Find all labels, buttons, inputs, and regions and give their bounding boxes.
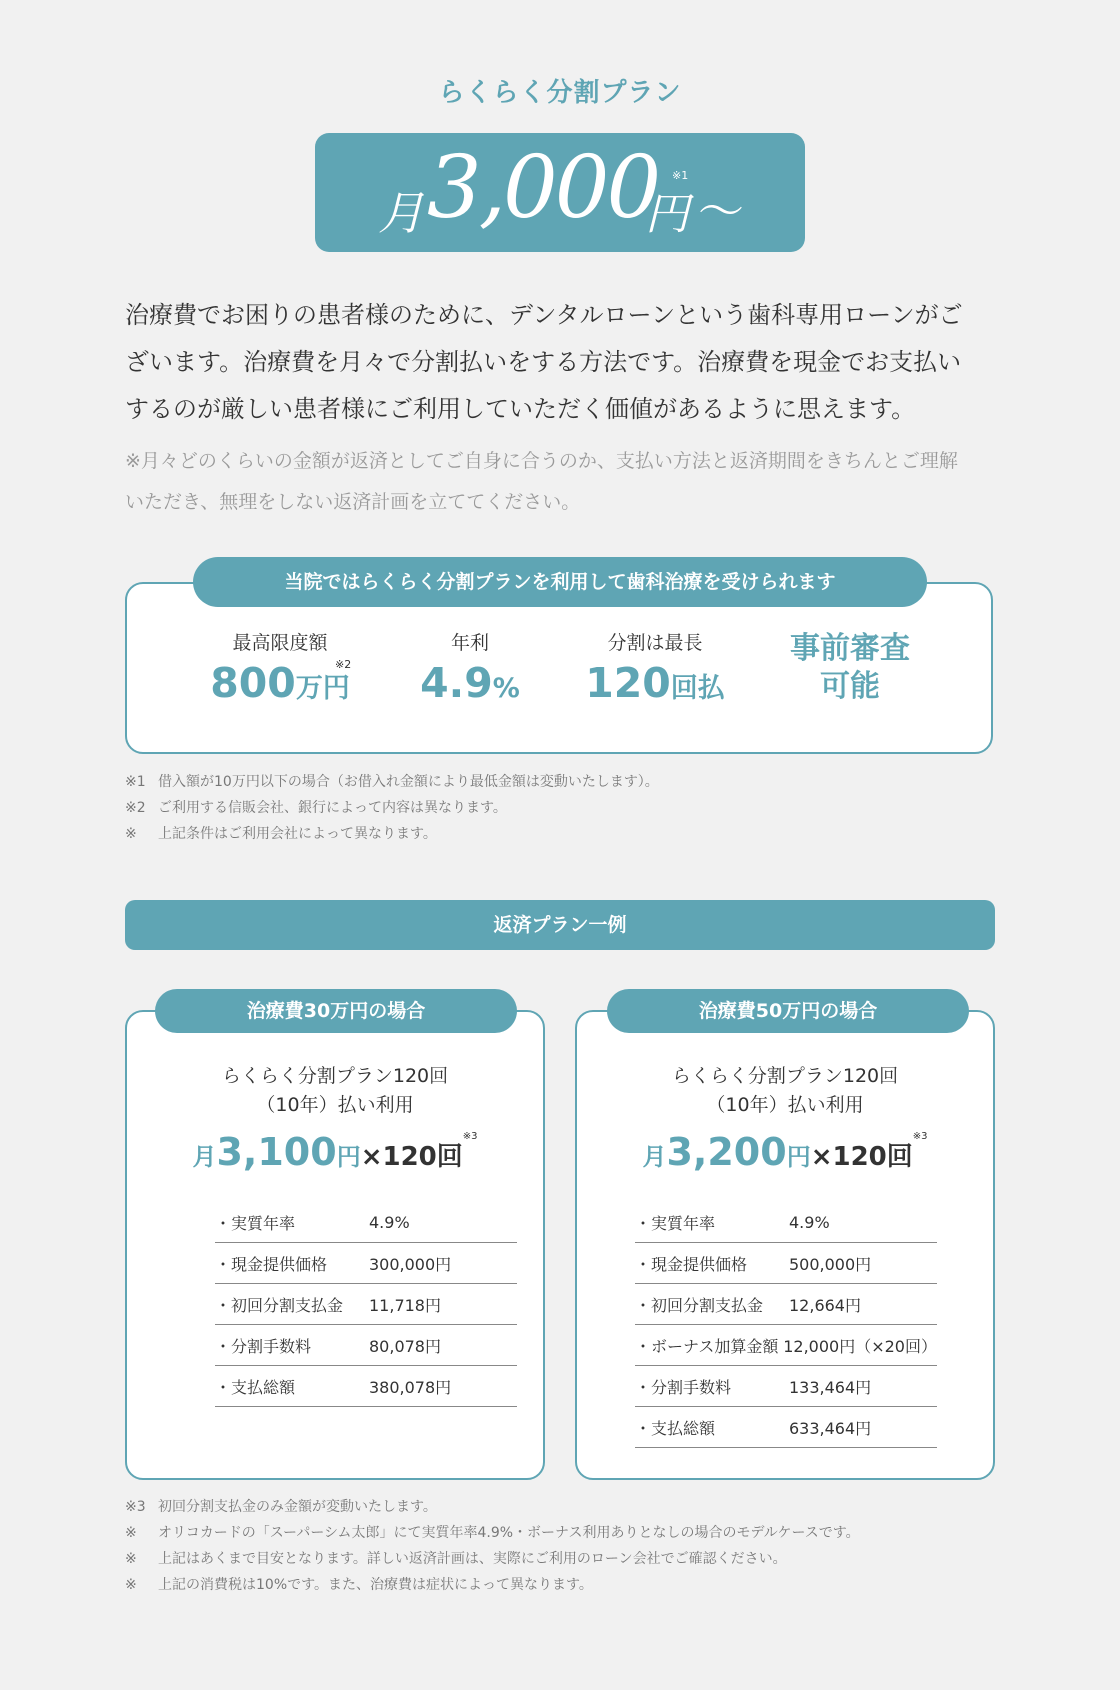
row-value: 12,664円 xyxy=(789,1295,861,1315)
row-key: ・初回分割支払金 xyxy=(215,1295,344,1315)
table-row xyxy=(215,1366,517,1407)
row-value: 133,464円 xyxy=(789,1377,872,1397)
intro-line: ざいます。治療費を月々で分割払いをする方法です。治療費を現金でお支払い xyxy=(125,348,962,376)
footnote-row xyxy=(125,795,659,821)
repayment-plan-heading: 返済プラン一例 xyxy=(125,900,995,950)
row-value: 633,464円 xyxy=(789,1418,872,1438)
stat-value xyxy=(400,659,540,707)
card-detail-table xyxy=(635,1202,937,1448)
footnote-row xyxy=(125,1572,860,1598)
table-row xyxy=(635,1407,937,1448)
intro-line: 治療費でお困りの患者様のために、デンタルローンという歯科専用ローンがご xyxy=(125,301,963,329)
price-month-label: 月 xyxy=(378,186,424,240)
card-detail-table xyxy=(215,1202,517,1407)
price-footnote-mark: ※1 xyxy=(672,169,689,182)
stat-unit: 回払 xyxy=(670,673,725,704)
monthly-price-banner xyxy=(315,133,805,252)
intro-note-line: ※月々どのくらいの金額が返済としてご自身に合うのか、支払い方法と返済期間をきちんとご理解 xyxy=(125,450,958,472)
stat-number: 800 xyxy=(210,659,296,707)
card-footnote-mark: ※3 xyxy=(912,1131,928,1142)
summary-tag: 当院ではらくらく分割プランを利用して歯科治療を受けられます xyxy=(193,557,927,607)
card-price-amount: 3,100 xyxy=(216,1130,337,1174)
card-subtitle xyxy=(127,1062,543,1120)
row-value: 380,078円 xyxy=(369,1377,452,1397)
plan-card-300k xyxy=(125,1010,545,1480)
card-price-yen: 円 xyxy=(336,1143,361,1171)
row-value: 80,078円 xyxy=(369,1336,441,1356)
card-subtitle-line: らくらく分割プラン120回 xyxy=(671,1065,899,1087)
price-amount: 3,000 xyxy=(427,138,659,238)
intro-text xyxy=(125,292,1005,433)
row-value: 500,000円 xyxy=(789,1254,872,1274)
row-key: ・現金提供価格 xyxy=(635,1254,748,1274)
stat-annual-rate xyxy=(400,628,540,707)
stat-footnote-mark: ※2 xyxy=(335,658,352,671)
card-price-amount: 3,200 xyxy=(666,1130,787,1174)
row-value: 12,000円（×20回） xyxy=(783,1336,937,1356)
plan-card-tag-300k: 治療費30万円の場合 xyxy=(155,989,517,1033)
stat-label: 最高限度額 xyxy=(232,632,328,654)
stat-label: 年利 xyxy=(450,632,489,654)
card-subtitle xyxy=(577,1062,993,1120)
footnote-text: ご利用する信販会社、銀行によって内容は異なります。 xyxy=(158,800,507,816)
footnotes-top xyxy=(125,769,659,847)
footnote-mark: ※2 xyxy=(125,800,146,816)
table-row xyxy=(215,1202,517,1243)
stat-number: 4.9 xyxy=(420,659,493,707)
intro-line: するのが厳しい患者様にご利用していただく価値があるように思えます。 xyxy=(125,395,916,423)
row-key: ・実質年率 xyxy=(635,1213,716,1233)
table-row xyxy=(635,1284,937,1325)
stat-value xyxy=(565,659,745,707)
row-key: ・初回分割支払金 xyxy=(635,1295,764,1315)
footnote-mark: ※ xyxy=(125,1525,137,1541)
plan-card-tag-500k: 治療費50万円の場合 xyxy=(607,989,969,1033)
row-key: ・ボーナス加算金額 xyxy=(635,1336,779,1356)
table-row xyxy=(635,1202,937,1243)
intro-note-line: いただき、無理をしない返済計画を立ててください。 xyxy=(125,491,581,513)
card-monthly-price xyxy=(127,1130,543,1174)
table-row xyxy=(215,1325,517,1366)
row-value: 4.9% xyxy=(369,1212,410,1232)
table-row xyxy=(215,1243,517,1284)
pre-screening-line: 事前審査 xyxy=(790,631,910,666)
footnote-row xyxy=(125,1494,860,1520)
price-yen: 円 xyxy=(645,189,689,240)
table-row xyxy=(635,1325,937,1366)
stat-unit: 万円 xyxy=(295,673,350,704)
price-tilde: 〜 xyxy=(698,184,744,238)
footnote-text: 上記条件はご利用会社によって異なります。 xyxy=(158,826,437,842)
footnote-text: 上記はあくまで目安となります。詳しい返済計画は、実際にご利用のローン会社でご確認ください。 xyxy=(158,1551,787,1567)
table-row xyxy=(635,1243,937,1284)
card-subtitle-line: （10年）払い利用 xyxy=(256,1094,414,1116)
table-row xyxy=(215,1284,517,1325)
card-price-yen: 円 xyxy=(786,1143,811,1171)
row-key: ・支払総額 xyxy=(215,1377,296,1397)
plan-card-500k xyxy=(575,1010,995,1480)
footnote-mark: ※ xyxy=(125,826,137,842)
footnote-mark: ※1 xyxy=(125,774,146,790)
row-key: ・実質年率 xyxy=(215,1213,296,1233)
card-price-month: 月 xyxy=(642,1143,667,1171)
footnote-row xyxy=(125,1520,860,1546)
stat-label: 分割は最長 xyxy=(607,632,703,654)
plan-title: らくらく分割プラン xyxy=(438,78,682,108)
stat-number: 120 xyxy=(585,659,671,707)
footnote-text: 初回分割支払金のみ金額が変動いたします。 xyxy=(158,1499,437,1515)
row-key: ・分割手数料 xyxy=(215,1336,312,1356)
intro-note xyxy=(125,441,1005,523)
card-subtitle-line: （10年）払い利用 xyxy=(706,1094,864,1116)
card-subtitle-line: らくらく分割プラン120回 xyxy=(221,1065,449,1087)
footnote-text: 上記の消費税は10%です。また、治療費は症状によって異なります。 xyxy=(158,1577,593,1593)
footnote-row xyxy=(125,1546,860,1572)
pre-screening-line: 可能 xyxy=(820,669,880,704)
card-footnote-mark: ※3 xyxy=(462,1131,478,1142)
stat-max-installments xyxy=(565,628,745,707)
stat-max-limit xyxy=(195,628,365,707)
footnote-row xyxy=(125,821,659,847)
row-key: ・支払総額 xyxy=(635,1418,716,1438)
footnote-mark: ※ xyxy=(125,1577,137,1593)
footnotes-bottom xyxy=(125,1494,860,1598)
table-row xyxy=(635,1366,937,1407)
row-key: ・現金提供価格 xyxy=(215,1254,328,1274)
row-value: 300,000円 xyxy=(369,1254,452,1274)
stat-unit: % xyxy=(492,673,520,704)
card-price-month: 月 xyxy=(192,1143,217,1171)
card-price-times: ×120回 xyxy=(360,1142,463,1172)
footnote-mark: ※ xyxy=(125,1551,137,1567)
footnote-text: オリコカードの「スーパーシム太郎」にて実質年率4.9%・ボーナス利用ありとなしの場合のモデルケースです。 xyxy=(158,1525,860,1541)
pre-screening-available xyxy=(775,630,925,706)
footnote-mark: ※3 xyxy=(125,1499,146,1515)
card-monthly-price xyxy=(577,1130,993,1174)
row-value: 4.9% xyxy=(789,1212,830,1232)
footnote-row xyxy=(125,769,659,795)
footnote-text: 借入額が10万円以下の場合（お借入れ金額により最低金額は変動いたします）。 xyxy=(158,774,659,790)
card-price-times: ×120回 xyxy=(810,1142,913,1172)
row-value: 11,718円 xyxy=(369,1295,441,1315)
row-key: ・分割手数料 xyxy=(635,1377,732,1397)
